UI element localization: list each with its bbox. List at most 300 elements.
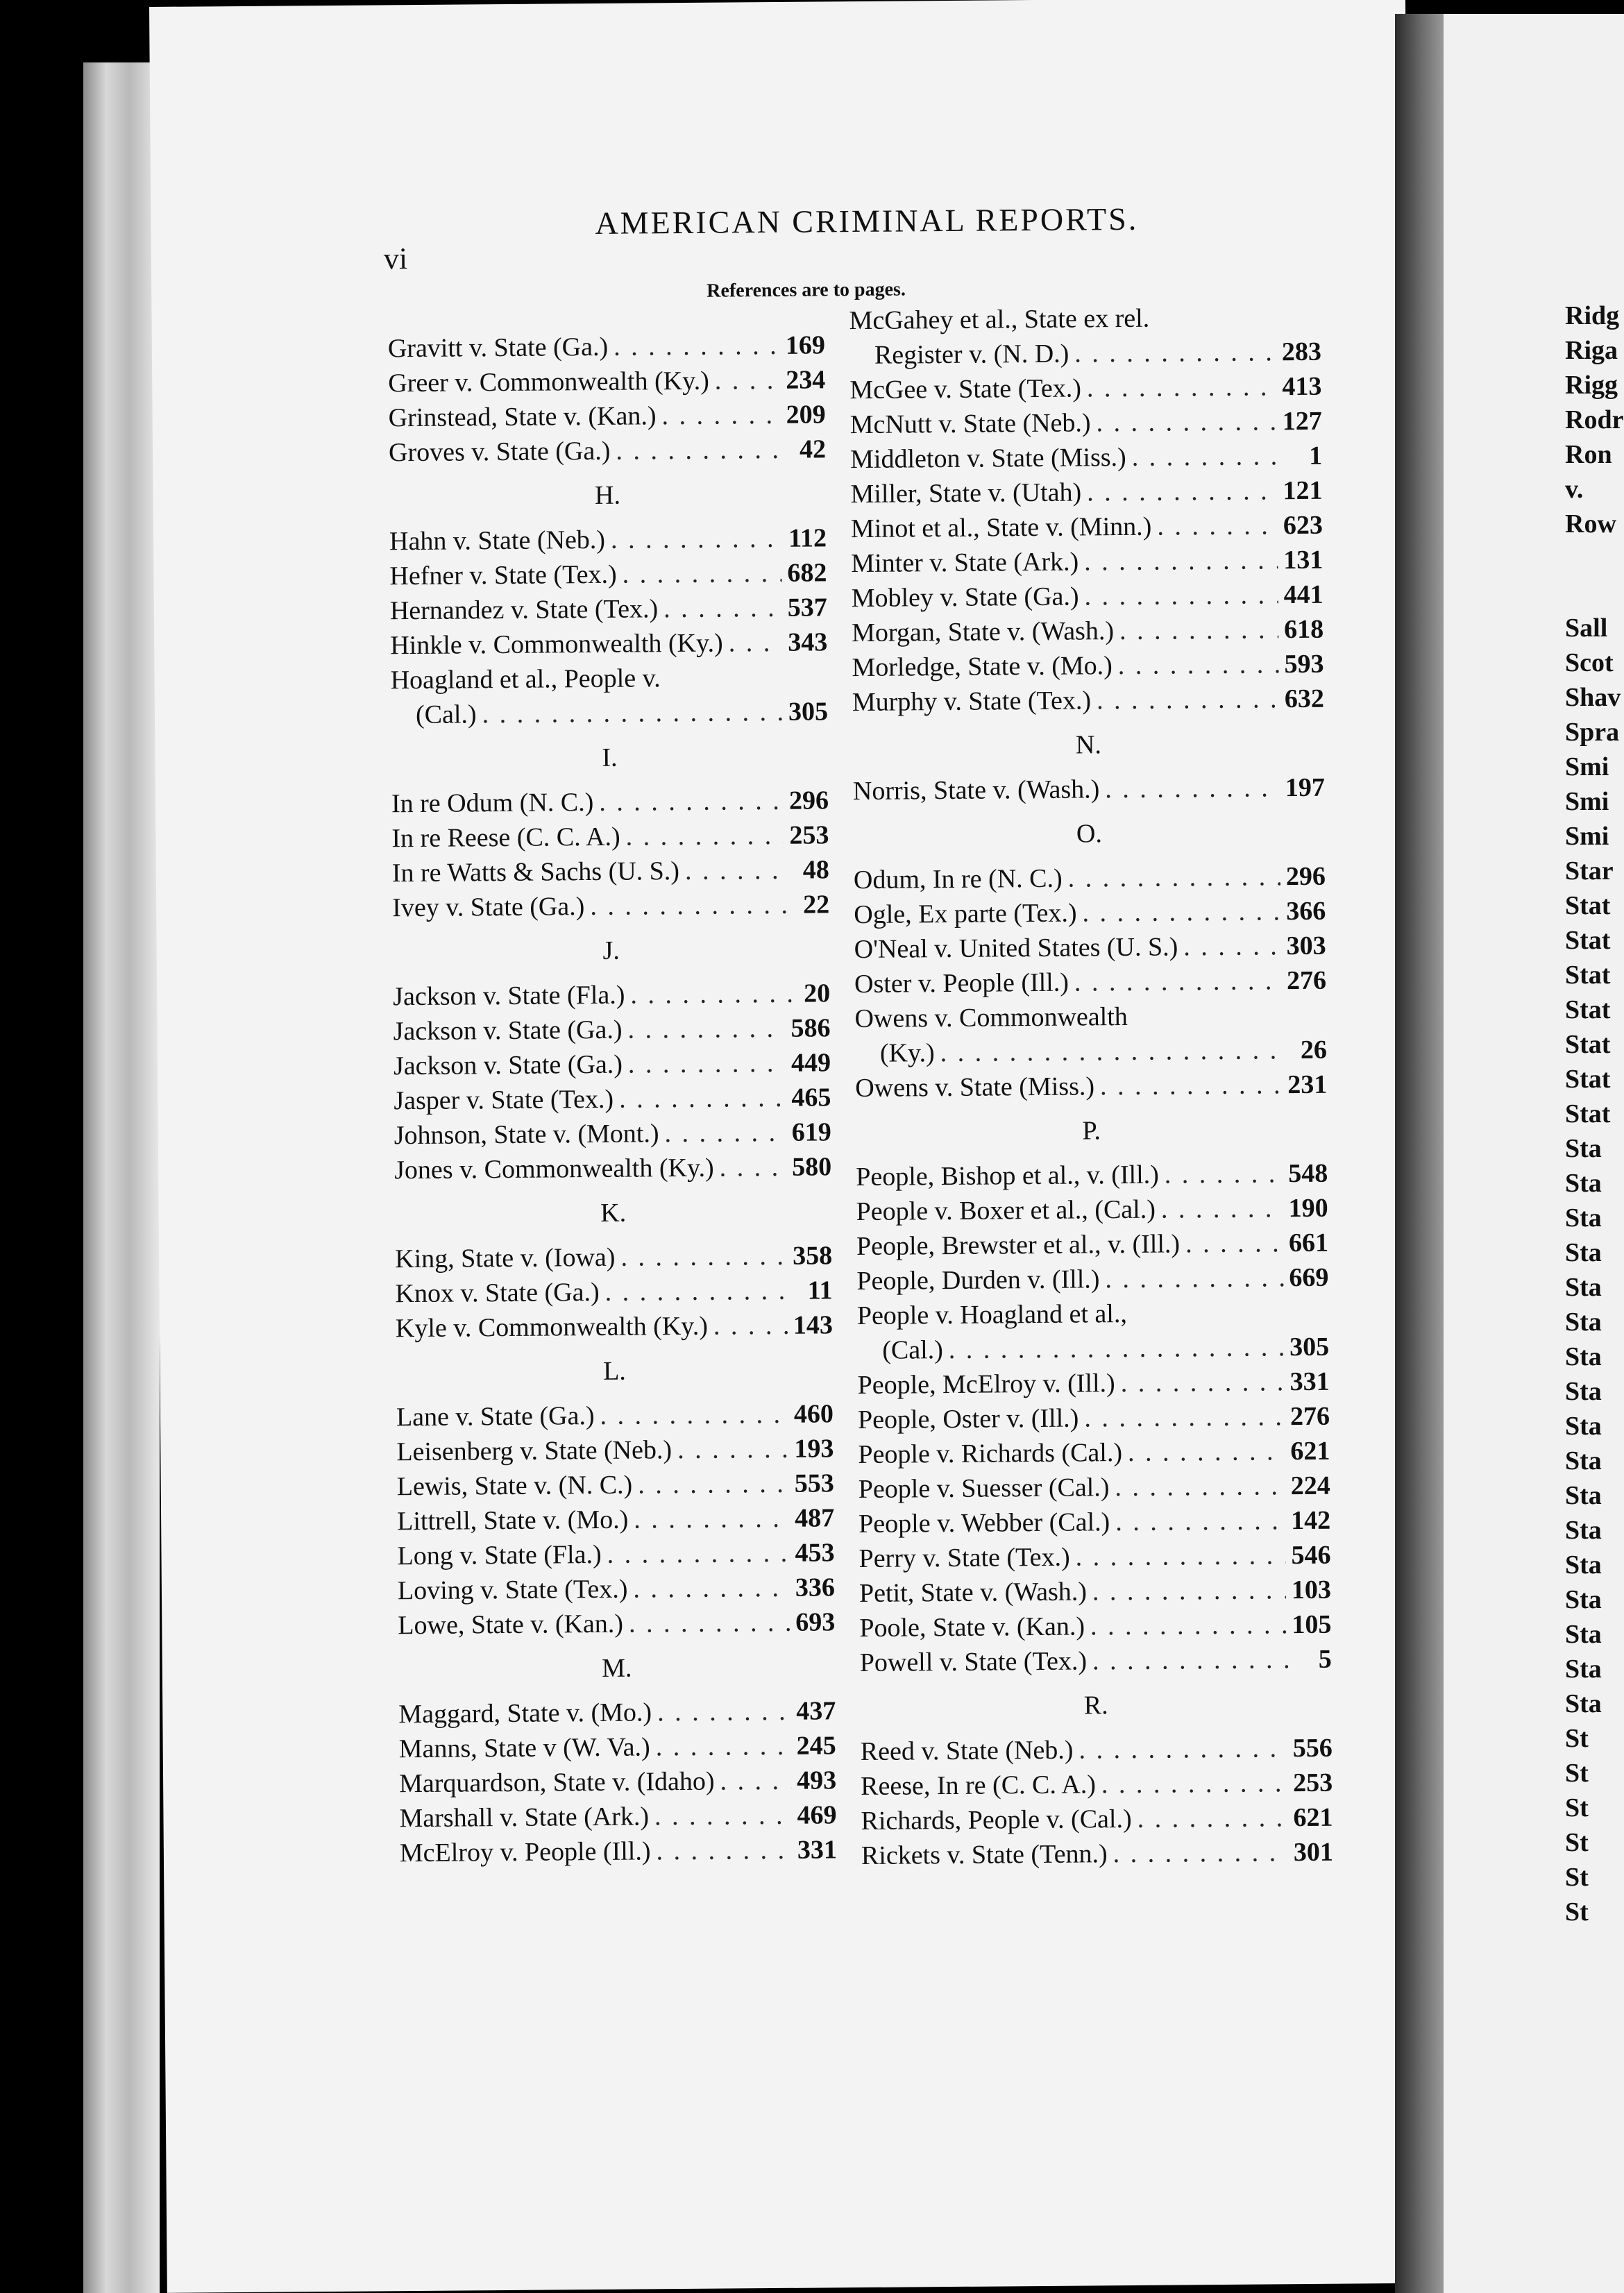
leader-dots: [600, 1397, 788, 1433]
leader-dots: [625, 818, 784, 854]
case-name: Jackson v. State (Fla.): [393, 980, 625, 1012]
page-reference: 234: [786, 365, 826, 395]
leader-dots: [1082, 894, 1280, 930]
facing-page-fragment: Riga: [1565, 336, 1618, 365]
index-entry: [396, 1308, 833, 1346]
page-reference: 593: [1284, 649, 1324, 679]
page-reference: 669: [1289, 1262, 1329, 1293]
page-reference: 22: [803, 890, 830, 920]
facing-page-fragment: Sta: [1565, 1620, 1602, 1649]
case-name: People, Brewster et al., v. (Ill.): [856, 1229, 1181, 1262]
leader-dots: [1105, 1260, 1283, 1296]
case-name: People, McElroy v. (Ill.): [857, 1369, 1115, 1401]
page-reference: 621: [1293, 1802, 1333, 1833]
index-entry: [858, 1503, 1330, 1541]
index-entry: [389, 555, 827, 593]
leader-dots: [1165, 1156, 1283, 1192]
section-letter: P.: [1082, 1116, 1101, 1146]
page-reference: 253: [789, 820, 829, 850]
page-reference: 305: [1289, 1332, 1330, 1362]
case-name: Maggard, State v. (Mo.): [398, 1698, 652, 1729]
case-name: People v. Webber (Cal.): [858, 1507, 1110, 1539]
case-name: McElroy v. People (Ill.): [399, 1836, 651, 1868]
facing-page-fragment: St: [1565, 1724, 1589, 1753]
leader-dots: [1118, 647, 1279, 683]
case-name: Jackson v. State (Ga.): [393, 1049, 623, 1081]
leader-dots: [629, 1605, 790, 1641]
index-entry: [397, 1535, 834, 1573]
page-reference: 245: [796, 1731, 836, 1761]
case-name: Greer v. Commonwealth (Ky.): [388, 366, 709, 398]
index-column-right: [849, 300, 1333, 1873]
facing-page-fragment: Stat: [1565, 891, 1611, 920]
page-reference: 276: [1286, 965, 1327, 996]
page-reference: 112: [788, 523, 827, 553]
leader-dots: [627, 1011, 785, 1047]
case-name: Littrell, State v. (Mo.): [396, 1505, 629, 1537]
leader-dots: [620, 1239, 787, 1275]
case-name: Groves v. State (Ga.): [388, 436, 611, 468]
index-entry: [850, 439, 1322, 477]
leader-dots: [1074, 963, 1282, 999]
index-entry-line: McGahey et al., State ex rel.: [849, 303, 1150, 336]
case-name: Odum, In re (N. C.): [853, 863, 1063, 895]
case-name: McNutt v. State (Neb.): [849, 408, 1091, 440]
case-name: Powell v. State (Tex.): [859, 1646, 1088, 1678]
facing-page-fragment: Shav: [1565, 683, 1621, 712]
facing-page-fragment: Sta: [1565, 1134, 1602, 1163]
leader-dots: [604, 1274, 793, 1310]
index-entry: [854, 894, 1326, 932]
page-reference: 224: [1290, 1471, 1330, 1501]
leader-dots: [720, 1763, 791, 1799]
index-entry: [859, 1573, 1331, 1611]
leader-dots: [628, 1046, 786, 1082]
leader-dots: [1115, 1469, 1285, 1505]
leader-dots: [619, 1081, 786, 1117]
index-entry: [399, 1728, 836, 1766]
index-entry: [390, 590, 827, 628]
facing-page-fragment: Sta: [1565, 1585, 1602, 1614]
page-reference: 190: [1288, 1193, 1328, 1224]
facing-page-fragment: Row: [1565, 509, 1616, 539]
leader-dots: [1132, 439, 1284, 475]
case-name: Jones v. Commonwealth (Ky.): [394, 1153, 714, 1185]
page-reference: 26: [1300, 1035, 1328, 1065]
index-entry: [859, 1607, 1331, 1645]
index-entry: [398, 1605, 835, 1643]
facing-page-fragment: Sta: [1565, 1308, 1602, 1337]
leader-dots: [1087, 473, 1278, 509]
page-reference: 343: [788, 627, 828, 657]
page-reference: 487: [794, 1503, 835, 1533]
leader-dots: [590, 888, 790, 924]
facing-page-fragment: Sall: [1565, 614, 1608, 643]
case-name: Lane v. State (Ga.): [396, 1401, 595, 1432]
case-name: Minot et al., State v. (Minn.): [850, 511, 1152, 544]
facing-page-fragment: Ridg: [1565, 301, 1620, 330]
facing-page-fragment: Sta: [1565, 1516, 1602, 1545]
facing-page-fragment: Sta: [1565, 1203, 1602, 1233]
index-entry: [856, 1191, 1328, 1229]
case-name: O'Neal v. United States (U. S.): [854, 932, 1178, 965]
case-name: (Cal.): [415, 700, 477, 730]
index-entry: [393, 976, 830, 1014]
leader-dots: [1084, 543, 1278, 579]
page-reference: 283: [1281, 337, 1322, 367]
leader-dots: [616, 432, 787, 468]
index-entry: [389, 521, 827, 559]
facing-page-fragment: Sta: [1565, 1273, 1602, 1302]
section-letter: H.: [594, 480, 621, 510]
case-name: Hefner v. State (Tex.): [389, 559, 617, 591]
page-reference: 437: [796, 1696, 836, 1726]
index-entry: [858, 1399, 1330, 1437]
case-name: Hinkle v. Commonwealth (Ky.): [390, 628, 723, 661]
case-name: Leisenberg v. State (Neb.): [396, 1435, 673, 1467]
page-reference: 143: [793, 1310, 834, 1340]
case-name: Johnson, State v. (Mont.): [394, 1119, 659, 1151]
index-entry: [391, 694, 828, 732]
index-entry: [852, 612, 1323, 650]
case-name: Minter v. State (Ark.): [851, 547, 1079, 579]
section-letter: J.: [602, 936, 620, 965]
index-entry-line: Hoagland et al., People v.: [390, 663, 661, 695]
page-reference: 231: [1287, 1069, 1328, 1100]
page-reference: 537: [787, 593, 827, 623]
index-entry: [858, 1538, 1330, 1576]
case-name: People v. Richards (Cal.): [858, 1438, 1123, 1470]
page-reference: 303: [1286, 931, 1326, 961]
page-reference: 336: [795, 1573, 836, 1602]
leader-dots: [1084, 577, 1278, 614]
facing-page-fragment: Sta: [1565, 1689, 1602, 1718]
leader-dots: [1090, 1607, 1287, 1643]
index-entry: [389, 432, 826, 470]
page-reference: 358: [792, 1241, 833, 1271]
page-reference: 693: [795, 1607, 836, 1637]
index-entry: [396, 1431, 834, 1469]
case-name: Register v. (N. D.): [874, 339, 1069, 370]
case-name: People, Oster v. (Ill.): [857, 1403, 1079, 1435]
facing-page-fragment: Rigg: [1565, 371, 1618, 400]
page-reference: 1: [1308, 441, 1323, 471]
page-reference: 632: [1284, 684, 1325, 714]
case-name: Morledge, State v. (Mo.): [852, 651, 1113, 683]
page-reference: 621: [1290, 1436, 1330, 1466]
index-column-left: [388, 328, 837, 1870]
facing-page-fragment: Smi: [1565, 752, 1609, 781]
leader-dots: [1092, 1573, 1286, 1609]
index-entry-line: People v. Hoagland et al.,: [856, 1298, 1128, 1331]
leader-dots: [1074, 335, 1276, 371]
page-reference: 682: [787, 558, 827, 588]
section-letter: O.: [1076, 819, 1103, 849]
page-reference: 469: [797, 1800, 837, 1830]
index-entry: [856, 1226, 1328, 1264]
index-entry: [861, 1835, 1333, 1873]
page-reference: 331: [1289, 1367, 1330, 1397]
index-entry: [395, 1238, 832, 1276]
leader-dots: [1121, 1364, 1285, 1401]
index-entry: [852, 682, 1324, 720]
case-name: Mobley v. State (Ga.): [851, 582, 1079, 614]
index-entry: [855, 1033, 1327, 1071]
page-reference: 493: [796, 1766, 837, 1795]
facing-page-fragment: Stat: [1565, 926, 1611, 955]
case-name: In re Reese (C. C. A.): [391, 822, 620, 854]
index-entry: [391, 818, 829, 856]
book-page: [149, 0, 1423, 2293]
facing-page-fragment: Sta: [1565, 1446, 1602, 1475]
page-reference: 301: [1293, 1837, 1334, 1868]
page-reference: 453: [795, 1538, 835, 1568]
leader-dots: [1087, 369, 1277, 405]
leader-dots: [685, 853, 790, 888]
facing-page-fragment: Ron: [1565, 440, 1612, 469]
page-reference: 465: [791, 1083, 831, 1112]
index-entry: [394, 1045, 831, 1083]
page-reference: 449: [790, 1048, 831, 1078]
leader-dots: [622, 556, 781, 592]
leader-dots: [1113, 1835, 1288, 1871]
index-entry: [398, 1693, 836, 1732]
case-name: Morgan, State v. (Wash.): [851, 616, 1115, 648]
index-entry: [399, 1797, 836, 1836]
leader-dots: [599, 784, 784, 820]
page-reference: 5: [1318, 1644, 1332, 1674]
page-reference: 441: [1283, 579, 1323, 610]
leader-dots: [633, 1571, 790, 1607]
index-entry: [856, 1156, 1328, 1194]
index-entry: [390, 625, 827, 663]
facing-page-fragment: Sta: [1565, 1377, 1602, 1406]
case-name: Knox v. State (Ga.): [395, 1277, 600, 1309]
page-reference: 619: [791, 1117, 831, 1147]
facing-page-fragment: Scot: [1565, 648, 1614, 677]
index-entry: [394, 1080, 831, 1118]
facing-page-fragment: Star: [1565, 856, 1614, 886]
case-name: Long v. State (Fla.): [397, 1539, 602, 1571]
page-reference: 103: [1291, 1575, 1332, 1605]
case-name: Hernandez v. State (Tex.): [389, 594, 659, 626]
case-name: King, State v. (Iowa): [395, 1242, 616, 1274]
section-letter: N.: [1075, 730, 1102, 760]
case-name: Oster v. People (Ill.): [854, 967, 1069, 999]
case-name: Jasper v. State (Tex.): [394, 1084, 614, 1116]
page-reference: 296: [788, 786, 829, 815]
index-entry: [856, 1260, 1328, 1298]
index-entry: [850, 473, 1322, 511]
leader-dots: [1100, 1067, 1283, 1103]
leader-dots: [656, 1729, 791, 1765]
case-name: People, Durden v. (Ill.): [856, 1264, 1100, 1296]
page-reference: 460: [793, 1399, 834, 1429]
case-name: Hahn v. State (Neb.): [389, 525, 606, 557]
index-entry: [855, 1067, 1327, 1106]
page-reference: 197: [1285, 772, 1326, 803]
page-reference: 127: [1282, 406, 1322, 437]
case-name: Owens v. State (Miss.): [855, 1072, 1095, 1103]
page-reference: 296: [1285, 861, 1326, 892]
index-entry: [392, 852, 829, 890]
facing-page-fragment: Smi: [1565, 787, 1609, 816]
leader-dots: [1079, 1731, 1287, 1767]
leader-dots: [1105, 770, 1280, 806]
case-name: Rickets v. State (Tenn.): [861, 1839, 1108, 1871]
leader-dots: [1097, 682, 1279, 718]
case-name: Gravitt v. State (Ga.): [387, 332, 609, 364]
page-folio: vi: [383, 242, 408, 276]
case-name: Norris, State v. (Wash.): [852, 775, 1100, 806]
page-reference: 623: [1283, 510, 1323, 541]
page-reference: 209: [786, 400, 826, 430]
index-entry: [849, 369, 1321, 407]
page-reference: 580: [791, 1152, 832, 1182]
leader-dots: [654, 1798, 792, 1834]
case-name: In re Watts & Sachs (U. S.): [391, 856, 680, 888]
leader-dots: [1128, 1434, 1285, 1470]
case-name: Loving v. State (Tex.): [397, 1574, 628, 1606]
references-note: References are to pages.: [707, 278, 906, 302]
index-entry: [388, 362, 825, 400]
leader-dots: [1157, 508, 1278, 543]
leader-dots: [715, 363, 781, 398]
facing-page-fragment: St: [1565, 1863, 1589, 1892]
index-entry: [388, 397, 825, 435]
page-reference: 253: [1292, 1768, 1333, 1798]
leader-dots: [611, 521, 784, 557]
index-entry: [861, 1766, 1333, 1804]
page-reference: 105: [1292, 1609, 1332, 1640]
facing-page-fragment: Stat: [1565, 995, 1611, 1024]
index-entry: [851, 508, 1323, 546]
index-entry: [850, 404, 1322, 442]
facing-page-fragment: St: [1565, 1793, 1589, 1822]
index-entry: [857, 1330, 1329, 1368]
facing-page-fragment: Stat: [1565, 1030, 1611, 1059]
index-entry: [857, 1364, 1329, 1403]
leader-dots: [1161, 1191, 1283, 1226]
case-name: Reed v. State (Neb.): [860, 1735, 1074, 1767]
index-entry: [849, 335, 1321, 373]
index-entry: [397, 1466, 834, 1504]
index-entry: [853, 770, 1325, 809]
index-entry: [400, 1832, 837, 1870]
book-gutter: [1395, 14, 1444, 2293]
index-entry: [399, 1763, 836, 1801]
page-reference: 169: [785, 330, 826, 360]
case-name: Kyle v. Commonwealth (Ky.): [395, 1311, 709, 1344]
leader-dots: [1183, 929, 1281, 964]
section-letter: L.: [602, 1356, 626, 1386]
page-reference: 413: [1282, 371, 1322, 402]
leader-dots: [713, 1308, 788, 1344]
page-reference: 42: [799, 434, 827, 464]
leader-dots: [657, 1694, 791, 1730]
leader-dots: [1075, 1538, 1285, 1574]
index-entry: [861, 1800, 1333, 1838]
facing-page-fragment: St: [1565, 1828, 1589, 1857]
index-entry: [391, 783, 829, 821]
index-entry: [393, 1010, 830, 1049]
facing-page-fragment: Stat: [1565, 1065, 1611, 1094]
page-reference: 48: [802, 855, 829, 885]
case-name: (Cal.): [882, 1335, 943, 1365]
case-name: Ivey v. State (Ga.): [392, 892, 585, 923]
facing-page-fragment: Sta: [1565, 1169, 1602, 1198]
leader-dots: [663, 591, 782, 626]
index-entry: [861, 1731, 1333, 1769]
leader-dots: [1067, 859, 1280, 895]
page-reference: 548: [1288, 1158, 1328, 1189]
index-entry: [395, 1273, 832, 1311]
index-entry: [388, 328, 825, 366]
leader-dots: [1101, 1766, 1288, 1802]
leader-dots: [1119, 612, 1278, 648]
facing-page-fragments: [1565, 298, 1623, 1929]
facing-page-fragment: Stat: [1565, 961, 1611, 990]
leader-dots: [630, 976, 791, 1013]
index-entry: [854, 929, 1326, 967]
index-entry: [392, 887, 829, 925]
index-entry: [851, 543, 1323, 581]
facing-page-fragment: Sta: [1565, 1550, 1602, 1580]
page-reference: 553: [794, 1469, 834, 1498]
index-entry: [858, 1434, 1330, 1472]
index-entry: [860, 1642, 1332, 1680]
page-reference: 366: [1286, 896, 1326, 926]
case-name: McGee v. State (Tex.): [849, 373, 1082, 405]
index-entry: [394, 1149, 831, 1187]
case-name: Perry v. State (Tex.): [858, 1542, 1070, 1574]
leader-dots: [656, 1833, 792, 1869]
case-name: Marshall v. State (Ark.): [399, 1802, 650, 1834]
section-letter: R.: [1083, 1691, 1108, 1720]
case-name: Middleton v. State (Miss.): [849, 442, 1126, 475]
facing-page-fragment: Smi: [1565, 822, 1609, 851]
facing-page-fragment: [1565, 541, 1623, 576]
case-name: Reese, In re (C. C. A.): [861, 1770, 1097, 1802]
facing-page-fragment: Sta: [1565, 1412, 1602, 1441]
facing-page-fragment: v.: [1565, 475, 1584, 504]
index-entry-line: Owens v. Commonwealth: [854, 1001, 1128, 1034]
leader-dots: [949, 1330, 1285, 1367]
index-entry: [852, 577, 1323, 616]
leader-dots: [1115, 1503, 1285, 1539]
case-name: Ogle, Ex parte (Tex.): [854, 898, 1077, 930]
case-name: Petit, State v. (Wash.): [858, 1577, 1088, 1609]
facing-page-fragment: Rodr: [1565, 405, 1624, 434]
case-name: (Ky.): [879, 1038, 935, 1068]
facing-page-fragment: Sta: [1565, 1238, 1602, 1267]
case-name: Richards, People v. (Cal.): [861, 1804, 1132, 1836]
case-name: Lewis, State v. (N. C.): [396, 1470, 633, 1502]
running-head: AMERICAN CRIMINAL REPORTS.: [595, 201, 1139, 241]
page-reference: 20: [804, 979, 831, 1008]
leader-dots: [1084, 1399, 1285, 1435]
leader-dots: [1092, 1642, 1293, 1678]
page-reference: 11: [807, 1276, 833, 1305]
leader-dots: [1137, 1800, 1287, 1836]
page-reference: 556: [1292, 1733, 1333, 1763]
leader-dots: [940, 1033, 1288, 1070]
case-name: Lowe, State v. (Kan.): [398, 1609, 624, 1641]
case-name: Grinstead, State v. (Kan.): [388, 401, 657, 433]
page-reference: 305: [788, 697, 829, 727]
case-name: Marquardson, State v. (Idaho): [398, 1766, 715, 1799]
index-entry: [854, 963, 1326, 1001]
